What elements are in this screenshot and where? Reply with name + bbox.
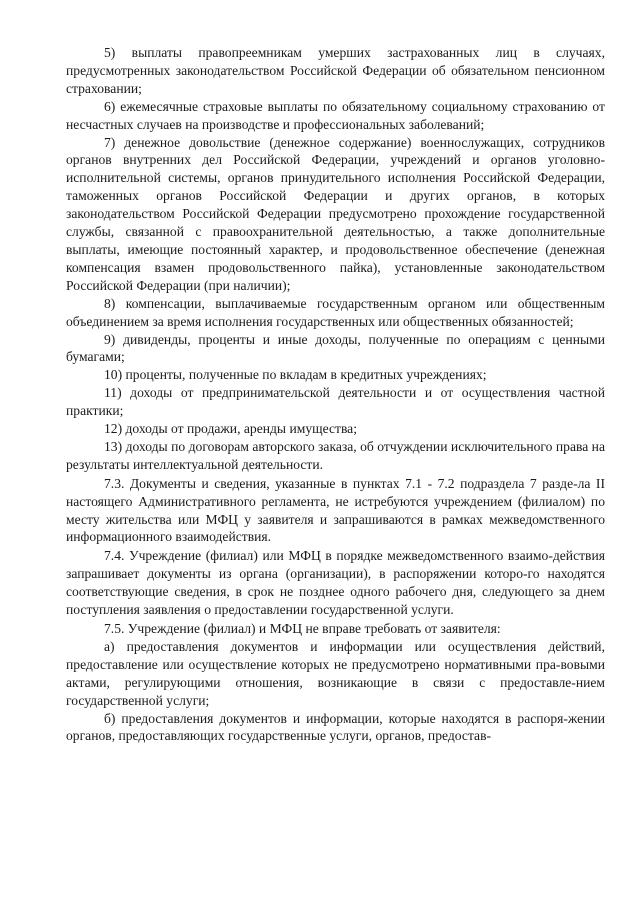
paragraph-7-3: 7.3. Документы и сведения, указанные в пунктах 7.1 - 7.2 подраздела 7 разде-ла II настоящего Административного регламента, не истребуются учреждением (филиалом) по месту жительства или МФЦ у заявителя и запрашиваются в рамках межведомственного информационного взаимодействия. [66,475,605,545]
paragraph-item-9: 9) дивиденды, проценты и иные доходы, полученные по операциям с ценными бумагами; [66,331,605,365]
paragraph-7-5: 7.5. Учреждение (филиал) и МФЦ не вправе требовать от заявителя: [104,621,501,636]
paragraph-item-5: 5) выплаты правопреемникам умерших застрахованных лиц в случаях, предусмотренных законодательством Российской Федерации об обязательном пенсионном страховании; [66,45,605,96]
paragraph-item-11: 11) доходы от предпринимательской деятельности и от осуществления частной практики; [66,385,605,419]
paragraph-item-12: 12) доходы от продажи, аренды имущества; [104,421,357,437]
paragraph-item-6: 6) ежемесячные страховые выплаты по обязательному социальному страхованию от несчастных случаев на производстве и профессиональных заболеваний; [66,98,605,132]
paragraph-7-5-b: б) предоставления документов и информации, которые находятся в распоря-жении органов, предоставляющих государственные услуги, органов, предостав- [66,710,605,744]
paragraph-item-13: 13) доходы по договорам авторского заказа, об отчуждении исключительного права на результаты интеллектуальной деятельности. [66,438,605,472]
paragraph-7-5-a: а) предоставления документов и информации или осуществления действий, предоставление или осуществление которых не предусмотрено нормативными пра-вовыми актами, регулирующими отношения, возникающие в связи с предоставле-нием государственной услуги; [66,638,605,708]
paragraph-item-10: 10) проценты, полученные по вкладам в кредитных учреждениях; [104,367,487,383]
paragraph-item-7: 7) денежное довольствие (денежное содержание) военнослужащих, сотрудников органов внутренних дел Российской Федерации, учреждений и органов уголовно-исполнительной системы, органов принудительного исполнения Российской Федерации, таможенных органов Российской Федерации и других органов, в которых законодательством Российской Федерации предусмотрено прохождение государственной службы, связанной с правоохранительной деятельностью, а также дополнительные выплаты, имеющие постоянный характер, и продовольственное обеспечение (денежная компенсация взамен продовольственного пайка), установленные законодательством Российской Федерации (при наличии); [66,134,605,293]
paragraph-item-8: 8) компенсации, выплачиваемые государственным органом или общественным объединением за время исполнения государственных или общественных обязанностей; [66,295,605,329]
paragraph-7-4: 7.4. Учреждение (филиал) или МФЦ в порядке межведомственного взаимо-действия запрашивает документы из органа (организации), в распоряжении которо-го находятся соответствующие сведения, в срок не позднее одного рабочего дня, следующего за днем поступления заявления о предоставлении государственной услуги. [66,548,605,618]
